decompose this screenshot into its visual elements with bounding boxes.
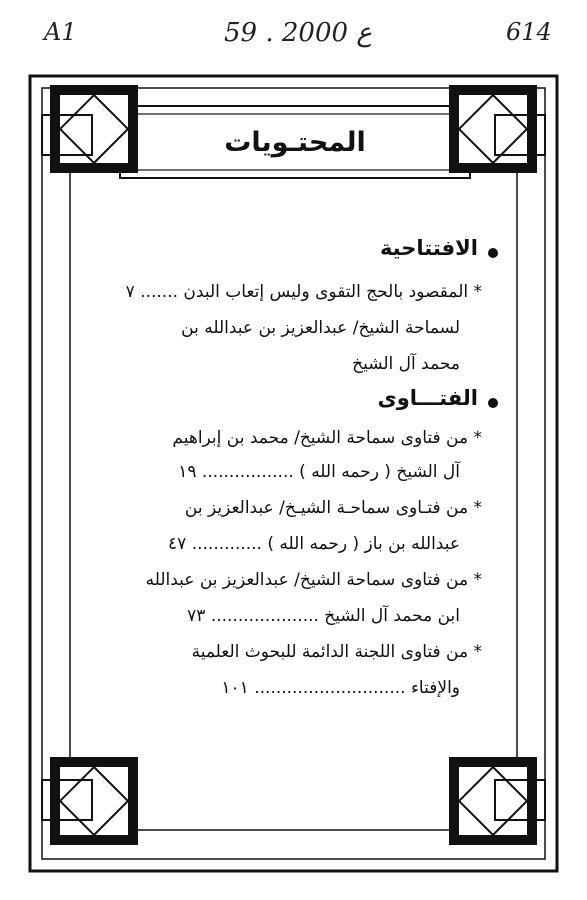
corner-ornament-top-right [454,90,545,168]
corner-ornament-bottom-right [454,762,545,840]
toc-entry: * من فتاوى سماحة الشيخ/ عبدالعزيز بن عبدالله [145,570,482,590]
toc-entry: عبدالله بن باز ( رحمه الله ) ............. ٤٧ [168,534,460,554]
handwritten-ref-left: A1 [44,18,77,46]
handwritten-page-number: 614 [506,18,552,46]
toc-entry: * من فتاوى اللجنة الدائمة للبحوث العلمية [191,642,482,662]
toc-entry: والإفتاء ............................ ١٠١ [221,678,460,698]
section-heading: الفتـــاوى [377,386,478,410]
toc-entry: آل الشيخ ( رحمه الله ) ................. ١٩ [178,462,460,482]
toc-entry: محمد آل الشيخ [352,354,460,374]
toc-entry: * من فتاوى سماحة الشيخ/ محمد بن إبراهيم [172,428,482,448]
toc-entry: * المقصود بالحج التقوى وليس إتعاب البدن ....... ٧ [125,282,482,302]
toc-entry: ابن محمد آل الشيخ .................... ٧٣ [187,606,460,626]
section-heading: الافتتاحية [379,236,478,260]
toc-entry: * من فتـاوى سماحـة الشيـخ/ عبدالعزيز بن [184,498,482,518]
handwritten-ref-center: 59 . ع 2000 [224,18,372,48]
page-title: المحتـويات [224,126,366,158]
section-bullet-icon [488,398,498,408]
section-bullet-icon [488,248,498,258]
corner-ornament-top-left [42,90,133,168]
corner-ornament-bottom-left [42,762,133,840]
toc-entry: لسماحة الشيخ/ عبدالعزيز بن عبدالله بن [181,318,460,338]
